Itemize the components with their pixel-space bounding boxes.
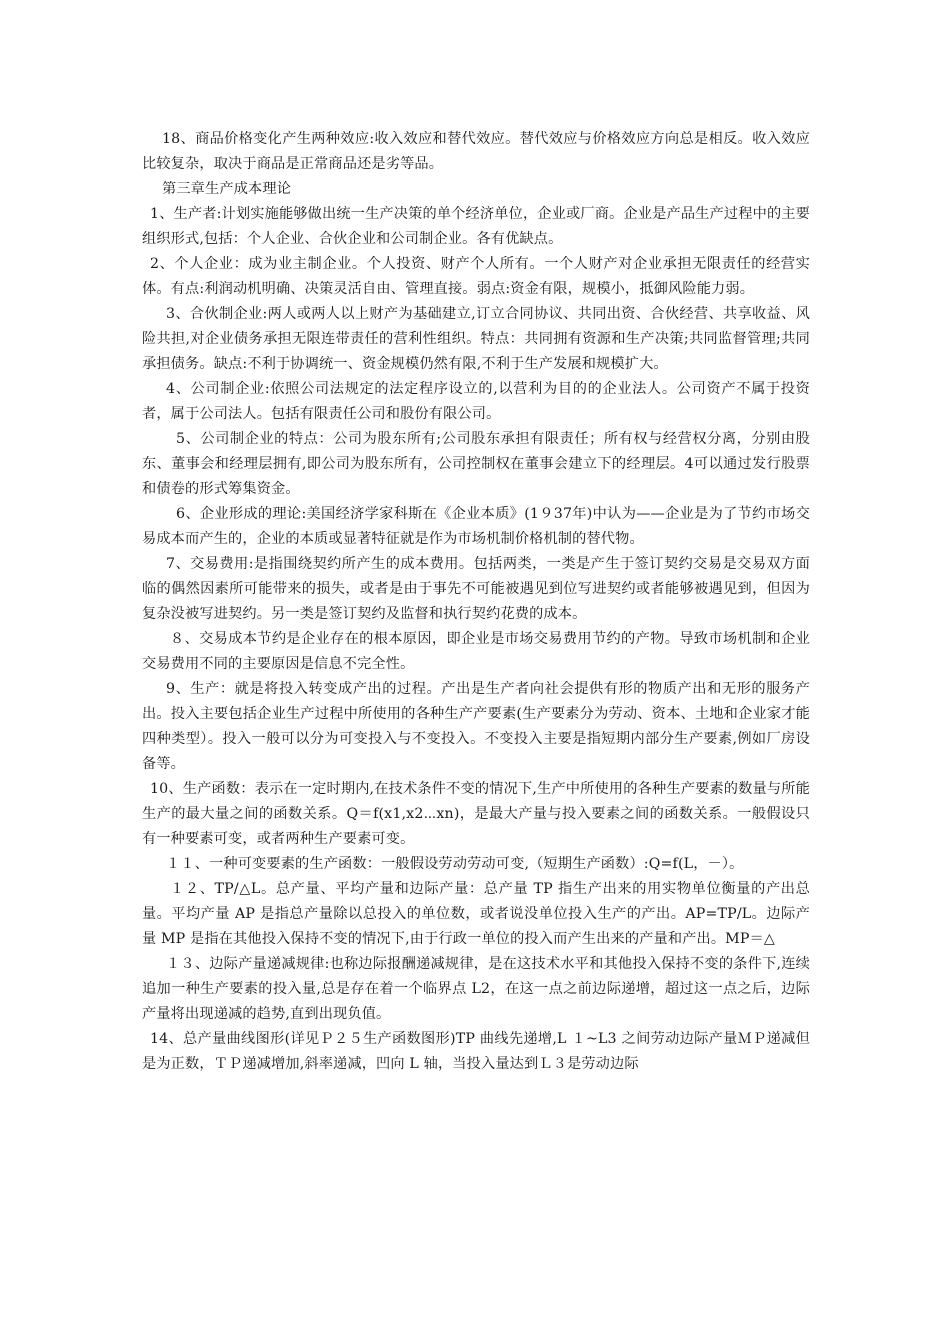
- paragraph-14-tp-curve: 14、总产量曲线图形(详见Ｐ２５生产函数图形)TP 曲线先递增,L １~L3 之间劳动边际产量ＭＰ递减但是为正数，ＴＰ递减增加,斜率递减，凹向 L 轴，当投入量达到Ｌ３是劳动边际: [142, 1031, 810, 1072]
- paragraph-8-cost-saving: ８、交易成本节约是企业存在的根本原因，即企业是市场交易费用节约的产物。导致市场机制和企业交易费用不同的主要原因是信息不完全性。: [142, 631, 810, 672]
- paragraph-18-substitution-income-effect: 18、商品价格变化产生两种效应:收入效应和替代效应。替代效应与价格效应方向总是相反。收入效应比较复杂，取决于商品是正常商品还是劣等品。: [142, 131, 810, 172]
- paragraph-10-production-function: 10、生产函数：表示在一定时期内,在技术条件不变的情况下,生产中所使用的各种生产要素的数量与所能生产的最大量之间的函数关系。Q＝f(x1,x2⋯xn)，是最大产量与投入要素之间的函数关系。一般假设只有一种要素可变，或者两种生产要素可变。: [142, 781, 810, 847]
- paragraph-12-tp-ap-mp: １２、TP/△L。总产量、平均产量和边际产量：总产量 TP 指生产出来的用实物单位衡量的产出总量。平均产量 AP 是指总产量除以总投入的单位数，或者说没单位投入生产的产出。AP=TP/L。边际产量 MP 是指在其他投入保持不变的情况下,由于行政一单位的投入而产生出来的产量和产出。MP＝△: [142, 881, 810, 947]
- document-page: [142, 127, 810, 1077]
- paragraph-1-producer: 1、生产者:计划实施能够做出统一生产决策的单个经济单位，企业或厂商。企业是产品生产过程中的主要组织形式,包括：个人企业、合伙企业和公司制企业。各有优缺点。: [142, 206, 810, 247]
- chapter-heading: 第三章生产成本理论: [162, 181, 292, 197]
- paragraph-2-sole-proprietorship: 2、个人企业：成为业主制企业。个人投资、财产个人所有。一个人财产对企业承担无限责任的经营实体。有点:利润动机明确、决策灵活自由、管理直接。弱点:资金有限，规模小，抵御风险能力弱。: [142, 256, 810, 297]
- paragraph-13-diminishing-returns: １３、边际产量递减规律:也称边际报酬递减规律，是在这技术水平和其他投入保持不变的条件下,连续追加一种生产要素的投入量,总是存在着一个临界点 L2，在这一点之前边际递增，超过这一点之后，边际产量将出现递减的趋势,直到出现负值。: [142, 956, 810, 1022]
- paragraph-5-corporation-features: 5、公司制企业的特点：公司为股东所有;公司股东承担有限责任；所有权与经营权分离，分别由股东、董事会和经理层拥有,即公司为股东所有，公司控制权在董事会建立下的经理层。4可以通过发行股票和债卷的形式筹集资金。: [142, 431, 810, 497]
- paragraph-11-variable-input: １１、一种可变要素的生产函数：一般假设劳动劳动可变,（短期生产函数）:Q=f(L，－）。: [166, 856, 744, 872]
- paragraph-3-partnership: 3、合伙制企业:两人或两人以上财产为基础建立,订立合同协议、共同出资、合伙经营、共享收益、风险共担,对企业债务承担无限连带责任的营利性组织。特点：共同拥有资源和生产决策;共同监督管理;共同承担债务。缺点:不利于协调统一、资金规模仍然有限,不利于生产发展和规模扩大。: [142, 306, 810, 372]
- paragraph-6-firm-theory: 6、企业形成的理论:美国经济学家科斯在《企业本质》(1９37年)中认为——企业是为了节约市场交易成本而产生的，企业的本质或显著特征就是作为市场机制价格机制的替代物。: [142, 506, 810, 547]
- paragraph-7-transaction-cost: 7、交易费用:是指围绕契约所产生的成本费用。包括两类，一类是产生于签订契约交易是交易双方面临的偶然因素所可能带来的损失，或者是由于事先不可能被遇见到位写进契约或者能够被遇见到，但因为复杂没被写进契约。另一类是签订契约及监督和执行契约花费的成本。: [142, 556, 810, 622]
- paragraph-4-corporation: 4、公司制企业:依照公司法规定的法定程序设立的,以营利为目的的企业法人。公司资产不属于投资者，属于公司法人。包括有限责任公司和股份有限公司。: [142, 381, 810, 422]
- paragraph-9-production: 9、生产：就是将投入转变成产出的过程。产出是生产者向社会提供有形的物质产出和无形的服务产出。投入主要包括企业生产过程中所使用的各种生产产要素(生产要素分为劳动、资本、土地和企业家才能四种类型）。投入一般可以分为可变投入与不变投入。不变投入主要是指短期内部分生产要素,例如厂房设备等。: [142, 681, 810, 772]
